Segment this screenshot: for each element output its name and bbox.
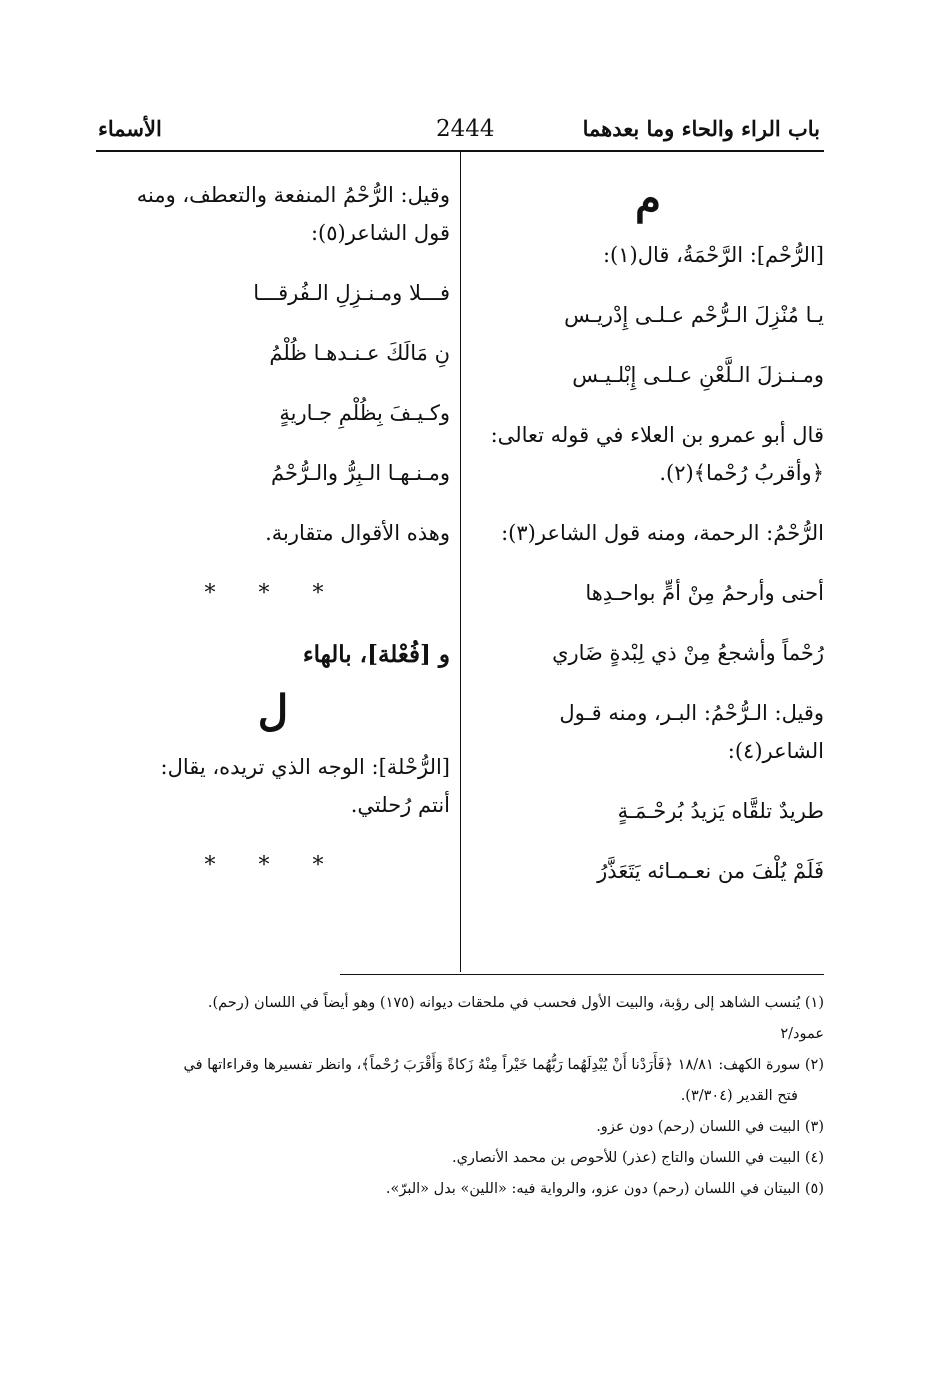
footnote: (١) يُنسب الشاهد إلى رؤبة، والبيت الأول فحسب في ملحقات ديوانه (١٧٥) وهو أيضاً في اللسان (رحم). xyxy=(207,995,824,1011)
footnote: (٣) البيت في اللسان (رحم) دون عزو. xyxy=(596,1119,824,1135)
footnote: (٥) البيتان في اللسان (رحم) دون عزو، والرواية فيه: «اللين» بدل «البرّ». xyxy=(385,1181,824,1197)
verse-line: فـــلا ومـنـزِلِ الـفُرقـــا xyxy=(253,281,450,305)
footnote: (٢) سورة الكهف: ١٨/٨١ ﴿فَأَرَدْنا أَنْ يُبْدِلَهُما رَبُّهُما خَيْراً مِنْهُ زَكاةً وَأَقْرَبَ رُحْماً﴾، وانظر تفسيرها وقراءاتها في xyxy=(183,1057,824,1073)
section-heading: و [فُعْلة]، بالهاء xyxy=(302,641,450,668)
footnote: (٤) البيت في اللسان والتاج (عذر) للأحوص بن محمد الأنصاري. xyxy=(451,1150,824,1166)
entry-line: وهذه الأقوال متقاربة. xyxy=(265,521,450,545)
entry-line: [الرُّحْم]: الرَّحْمَةُ، قال(١): xyxy=(602,243,824,267)
section-separator: * * * xyxy=(204,853,342,878)
verse-line: رُحْماً وأشجعُ مِنْ ذي لِبْدةٍ ضَاري xyxy=(552,641,824,665)
page-number: 2444 xyxy=(436,116,495,142)
column-divider xyxy=(460,152,461,972)
entry-line: قال أبو عمرو بن العلاء في قوله تعالى: xyxy=(490,423,824,447)
verse-line: فَلَمْ يُلْفَ من نعـمـائه يَتَعَذَّرُ xyxy=(597,859,824,883)
footnotes xyxy=(96,992,824,1209)
entry-line: وقيل: الرُّحْمُ المنفعة والتعطف، ومنه xyxy=(136,183,450,207)
letter-heading: ل xyxy=(257,686,289,735)
entry-line: الرُّحْمُ: الرحمة، ومنه قول الشاعر(٣): xyxy=(501,521,824,545)
verse-line: أحنى وأرحمُ مِنْ أمٍّ بواحـدِها xyxy=(585,581,824,605)
footnote-rule xyxy=(340,974,824,975)
entry-line: الشاعر(٤): xyxy=(727,739,824,763)
entry-line: [الرُّحْلة]: الوجه الذي تريده، يقال: xyxy=(160,755,450,779)
footnote: فتح القدير (٣/٣٠٤). xyxy=(680,1088,798,1104)
entry-line: قول الشاعر(٥): xyxy=(310,221,450,245)
chapter-title: باب الراء والحاء وما بعدهما xyxy=(582,116,820,141)
verse-line: يـا مُنْزِلَ الـرُّحْم عـلـى إِدْريـس xyxy=(564,303,824,327)
section-title: الأسماء xyxy=(98,116,162,141)
verse-line: وكـيـفَ بِظُلْمِ جـاريةٍ xyxy=(279,401,450,425)
entry-line: أنتم رُحلتي. xyxy=(350,793,450,817)
right-column xyxy=(472,162,824,890)
footnote: عمود/٢ xyxy=(780,1026,824,1042)
verse-line: ومـنـزلَ الـلَّعْنِ عـلـى إِبْلـيـس xyxy=(572,363,824,387)
section-separator: * * * xyxy=(204,581,342,606)
verse-line: نِ مَالَكَ عـنـدهـا ظُلْمُ xyxy=(269,341,450,365)
entry-line: ﴿وأقربُ رُحْما﴾(٢). xyxy=(659,461,824,485)
entry-line: وقيل: الـرُّحْمُ: البـر، ومنه قـول xyxy=(559,701,824,725)
verse-line: ومـنـهـا الـبِرُّ والـرُّحْمُ xyxy=(271,461,450,485)
letter-heading: م xyxy=(634,174,661,223)
left-column xyxy=(96,176,450,886)
verse-line: طريدٌ تلقَّاه يَزيدُ بُرحْـمَـةٍ xyxy=(617,799,824,823)
